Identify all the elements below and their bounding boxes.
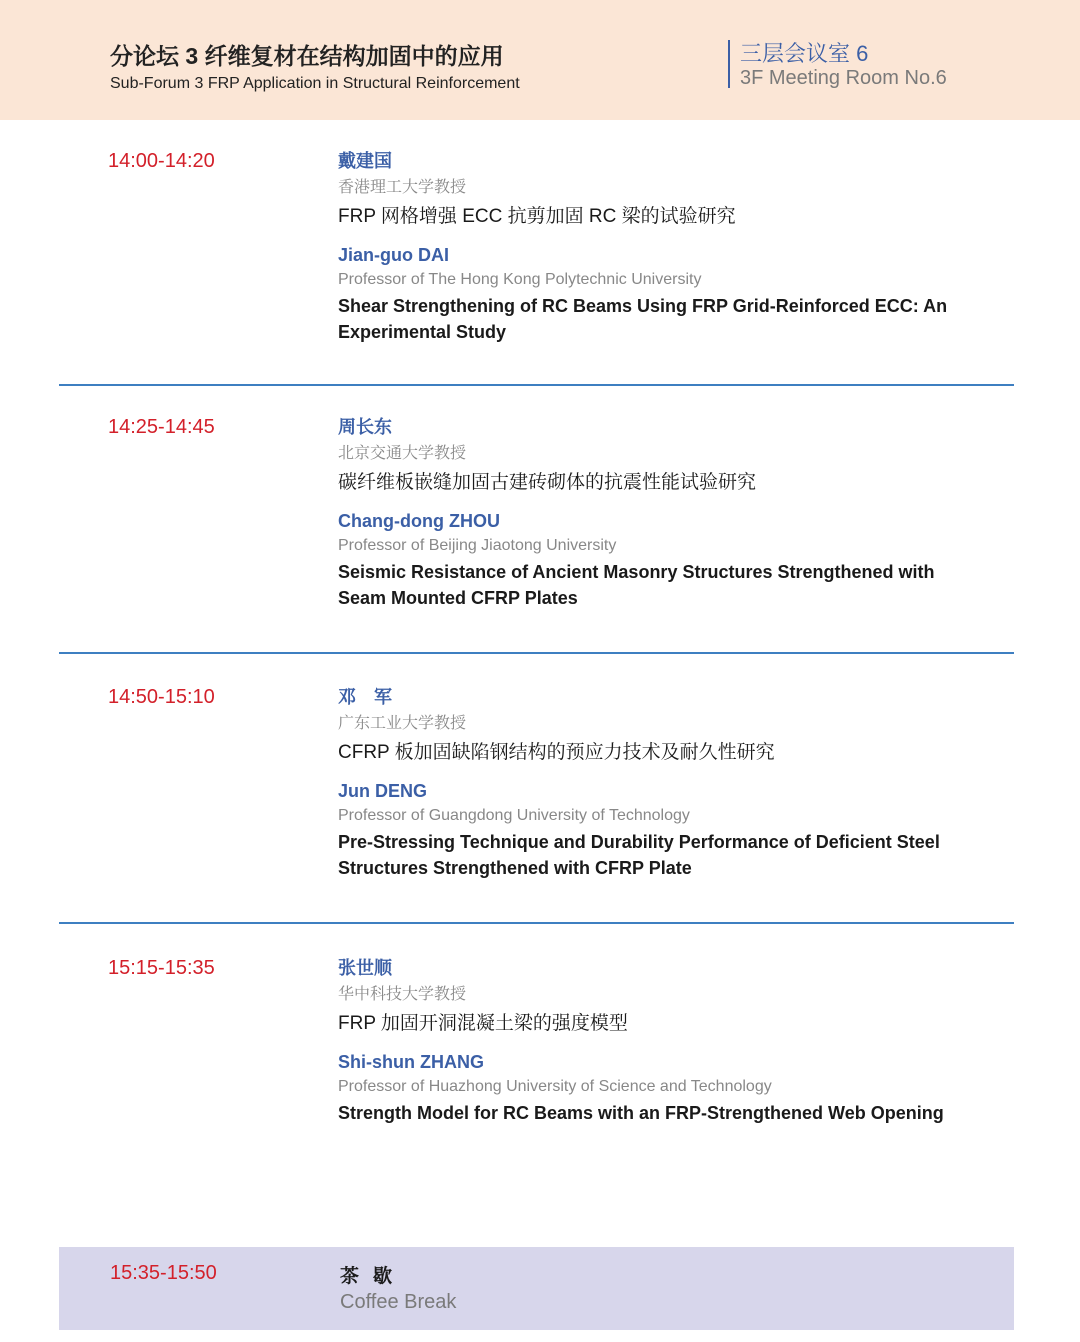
room-label-zh: 三层会议室 6 xyxy=(740,41,869,66)
break-label-zh: 茶歇 xyxy=(340,1266,407,1287)
session-time: 14:00-14:20 xyxy=(108,150,215,172)
speaker-affiliation-en: Professor of Beijing Jiaotong University xyxy=(338,537,617,554)
session-time: 14:50-15:10 xyxy=(108,686,215,708)
break-time: 15:35-15:50 xyxy=(110,1262,217,1284)
coffee-break-row xyxy=(59,1247,1014,1330)
speaker-name-en: Jian-guo DAI xyxy=(338,245,449,265)
speaker-affiliation-zh: 广东工业大学教授 xyxy=(338,715,467,732)
session-detail xyxy=(338,957,978,1126)
speaker-affiliation-en: Professor of Huazhong University of Science and Technology xyxy=(338,1078,772,1095)
speaker-name-zh: 张世顺 xyxy=(338,958,392,978)
talk-title-zh: FRP 加固开洞混凝土梁的强度模型 xyxy=(338,1013,628,1034)
speaker-affiliation-en: Professor of The Hong Kong Polytechnic University xyxy=(338,271,702,288)
talk-title-zh: FRP 网格增强 ECC 抗剪加固 RC 梁的试验研究 xyxy=(338,206,736,227)
talk-title-en: Strength Model for RC Beams with an FRP-Strengthened Web Opening xyxy=(338,1103,944,1123)
speaker-name-en: Jun DENG xyxy=(338,781,428,801)
talk-title-en: Shear Strengthening of RC Beams Using FRP Grid-Reinforced ECC: An Experimental Study xyxy=(338,296,948,342)
break-label-en: Coffee Break xyxy=(340,1291,457,1313)
session-divider xyxy=(59,922,1014,924)
forum-header xyxy=(0,0,1080,120)
talk-title-zh: CFRP 板加固缺陷钢结构的预应力技术及耐久性研究 xyxy=(338,742,775,763)
forum-title-en: Sub-Forum 3 FRP Application in Structural Reinforcement xyxy=(110,75,520,92)
forum-title-zh: 分论坛 3 纤维复材在结构加固中的应用 xyxy=(110,43,504,69)
session-detail xyxy=(338,686,978,881)
session-divider xyxy=(59,652,1014,654)
talk-title-zh: 碳纤维板嵌缝加固古建砖砌体的抗震性能试验研究 xyxy=(338,472,757,493)
session-time: 14:25-14:45 xyxy=(108,416,215,438)
session-divider xyxy=(59,384,1014,386)
speaker-affiliation-zh: 香港理工大学教授 xyxy=(338,179,467,196)
session-detail xyxy=(338,150,978,345)
speaker-affiliation-en: Professor of Guangdong University of Technology xyxy=(338,807,690,824)
speaker-name-en: Chang-dong ZHOU xyxy=(338,511,500,531)
talk-title-en: Seismic Resistance of Ancient Masonry Structures Strengthened with Seam Mounted CFRP Plates xyxy=(338,562,935,608)
talk-title-en: Pre-Stressing Technique and Durability Performance of Deficient Steel Structures Strengthened with CFRP Plate xyxy=(338,832,940,878)
speaker-name-en: Shi-shun ZHANG xyxy=(338,1052,484,1072)
speaker-name-zh: 戴建国 xyxy=(338,151,392,171)
speaker-name-zh: 邓 军 xyxy=(338,687,392,707)
session-time: 15:15-15:35 xyxy=(108,957,215,979)
room-label-en: 3F Meeting Room No.6 xyxy=(740,67,947,89)
session-detail xyxy=(338,416,978,611)
header-divider xyxy=(728,40,730,88)
speaker-affiliation-zh: 北京交通大学教授 xyxy=(338,445,467,462)
speaker-affiliation-zh: 华中科技大学教授 xyxy=(338,986,467,1003)
speaker-name-zh: 周长东 xyxy=(338,417,392,437)
